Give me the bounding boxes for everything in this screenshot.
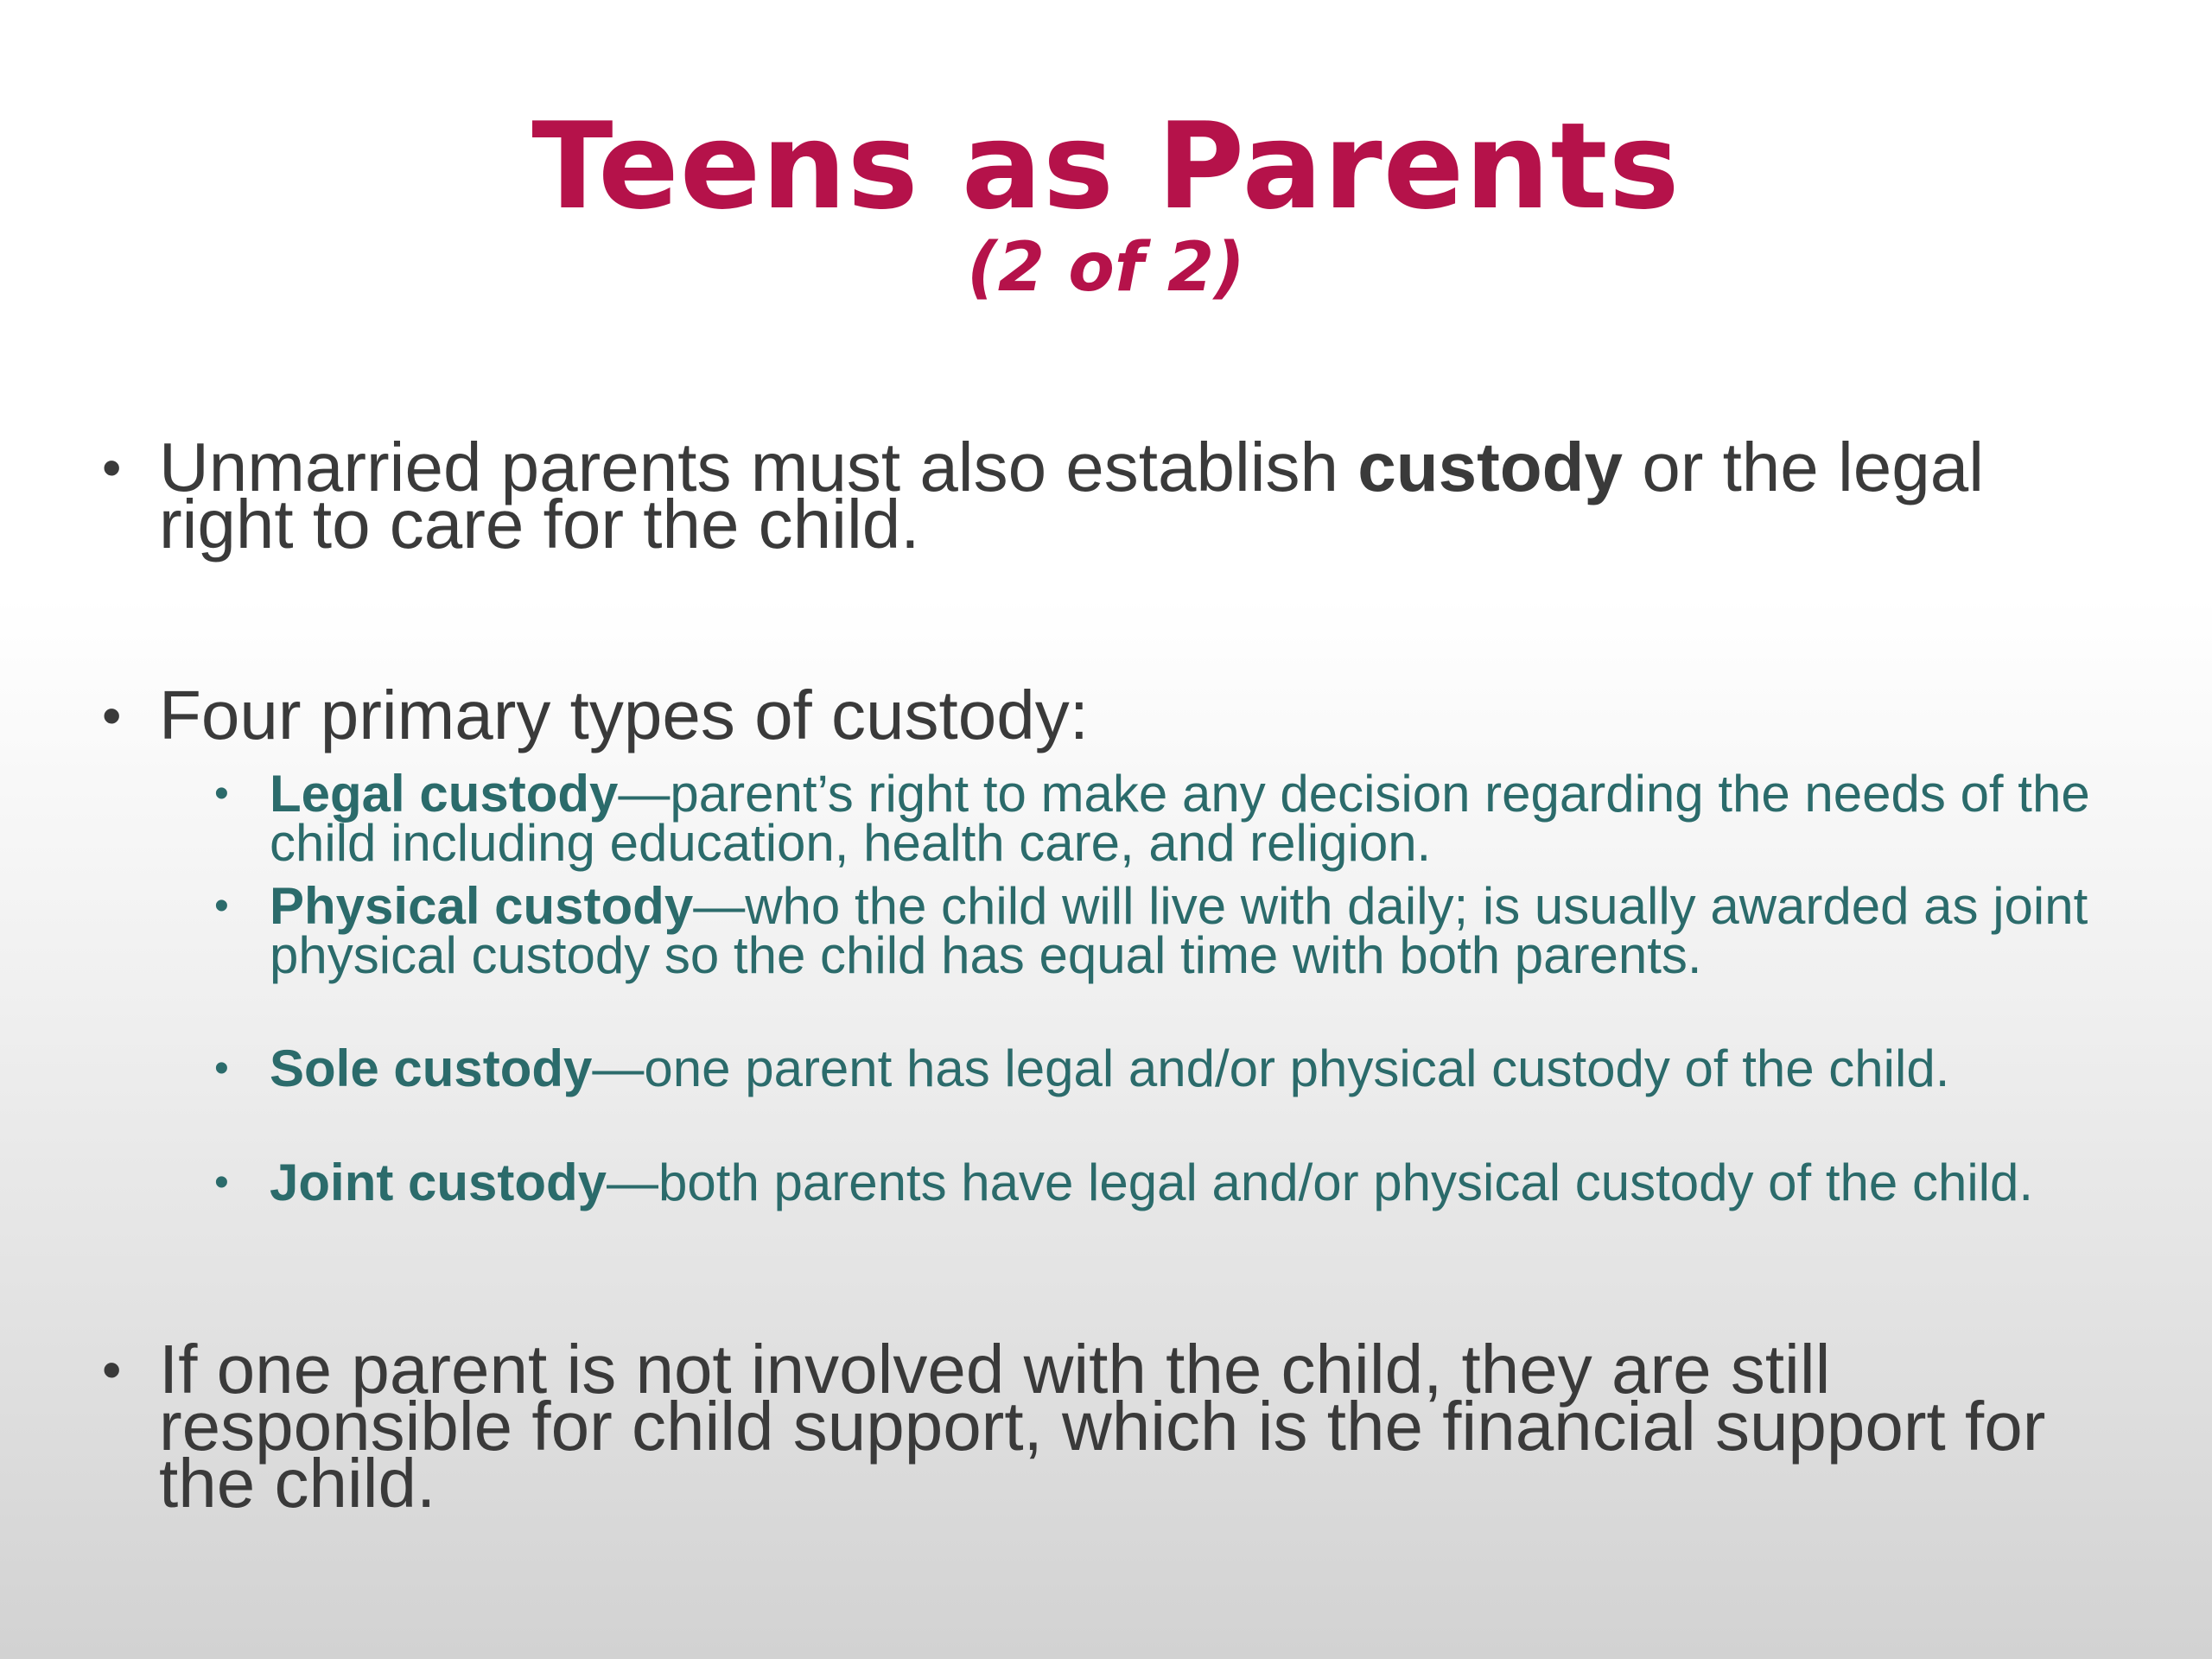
slide-subtitle: (2 of 2) — [967, 229, 1245, 307]
sub-bullet-text — [270, 1154, 2124, 1211]
sub-bullet-sole-custody — [214, 1039, 2124, 1097]
bullet-text — [159, 429, 2115, 563]
bullet-custody-types — [102, 677, 2115, 753]
bullet-text: Four primary types of custody: — [159, 677, 1089, 753]
sub-bullet-legal-custody — [214, 765, 2124, 872]
sub-bullet-term: Joint custody — [270, 1154, 607, 1211]
bullet-custody-definition — [102, 429, 2115, 563]
sub-bullet-desc: —who the child will live with daily; is usually awarded as joint physical custody so the child has equal time with both parents. — [270, 877, 2088, 984]
sub-bullet-text — [270, 877, 2124, 984]
bullet-bold-term: custody — [1357, 429, 1623, 505]
bullet-text-after: or the legal right to care for the child. — [159, 429, 1985, 563]
bullet-child-support — [102, 1331, 2115, 1522]
sub-bullet-dot: • — [214, 1046, 229, 1091]
sub-bullet-desc: —parent’s right to make any decision regarding the needs of the child including education, health care, and religion. — [270, 765, 2090, 872]
bullet-text: If one parent is not involved with the child, they are still responsible for child support, which is the financial support for the child. — [159, 1331, 2046, 1522]
sub-bullet-physical-custody — [214, 877, 2124, 984]
bullet-dot: • — [102, 684, 122, 747]
sub-bullet-joint-custody — [214, 1154, 2124, 1211]
sub-bullet-dot: • — [214, 883, 229, 929]
bullet-text-before: Unmarried parents must also establish — [159, 429, 1358, 505]
sub-bullet-text — [270, 1039, 2124, 1097]
sub-bullet-term: Physical custody — [270, 877, 694, 935]
slide-title: Teens as Parents — [531, 97, 1681, 236]
sub-bullet-term: Legal custody — [270, 765, 619, 823]
sub-bullet-desc: —one parent has legal and/or physical custody of the child. — [592, 1039, 1950, 1097]
bullet-dot: • — [102, 436, 122, 499]
sub-bullet-dot: • — [214, 771, 229, 817]
sub-bullet-dot: • — [214, 1160, 229, 1205]
sub-bullet-text — [270, 765, 2124, 872]
sub-bullet-term: Sole custody — [270, 1039, 593, 1097]
sub-bullet-desc: —both parents have legal and/or physical custody of the child. — [607, 1154, 2034, 1211]
bullet-dot: • — [102, 1338, 122, 1401]
